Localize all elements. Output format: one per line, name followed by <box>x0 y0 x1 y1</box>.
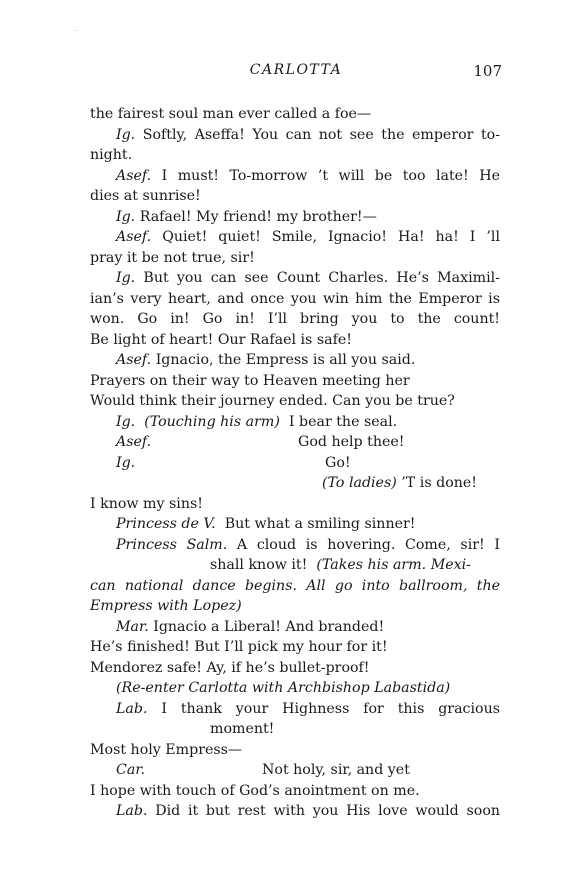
text-line: I hope with touch of God’s anointment on me. <box>90 782 420 799</box>
speaker: Lab. <box>116 803 148 819</box>
stage-direction: (Touching his arm) <box>144 413 280 430</box>
speaker: Ig. <box>116 454 136 471</box>
line-text: Go! <box>325 454 351 471</box>
text-line <box>90 473 500 494</box>
text-line <box>90 125 500 146</box>
text-line: night. <box>90 147 133 163</box>
line-text: ’T is done! <box>401 475 477 491</box>
text-line <box>90 617 500 638</box>
line-text: shall know it! <box>210 557 308 573</box>
text-line: Would think their journey ended. Can you be true? <box>90 393 455 409</box>
text-line: He’s finished! But I’ll pick my hour for it! <box>90 639 388 655</box>
stage-direction: (Takes his arm. Mexi- <box>316 557 471 573</box>
text-line <box>90 555 500 576</box>
line-text: Rafael! My friend! my brother!— <box>139 208 377 225</box>
text-line: moment! <box>210 721 275 737</box>
text-line <box>90 166 500 187</box>
line-text: Ignacio, the Empress is all you said. <box>155 352 416 368</box>
line-group <box>322 473 477 494</box>
stage-direction: (To ladies) <box>322 475 397 491</box>
text-line <box>90 678 500 699</box>
line-text: Ignacio a Liberal! And branded! <box>153 618 385 635</box>
text-line <box>90 760 500 781</box>
text-line <box>90 453 500 474</box>
speaker: Ig. <box>116 208 136 225</box>
text-line <box>90 576 500 597</box>
speaker: Asef. <box>116 229 152 245</box>
text-line <box>90 535 500 556</box>
speaker: Princess de V. <box>116 516 216 532</box>
text-line <box>90 514 500 535</box>
speaker: Ig. <box>116 270 136 286</box>
speck <box>76 30 77 31</box>
line-text: I must! To-morrow ’t will be too late! He <box>161 167 500 184</box>
line-text: Did it but rest with you His love would soon <box>155 803 501 819</box>
text-line <box>90 350 500 371</box>
speaker: Car. <box>116 762 146 778</box>
text-line: Prayers on their way to Heaven meeting her <box>90 372 410 389</box>
line-text: But you can see Count Charles. He’s Maximil- <box>143 270 500 286</box>
line-text: Not holy, sir, and yet <box>262 762 410 778</box>
text-line <box>90 432 500 453</box>
page-header <box>90 62 502 82</box>
text-line: the fairest soul man ever called a foe— <box>90 106 372 122</box>
line-text: I thank your Highness for this gracious <box>161 700 500 717</box>
text-line: dies at sunrise! <box>90 188 201 204</box>
speaker: Mar. <box>116 618 149 635</box>
line-text: But what a smiling sinner! <box>224 516 416 532</box>
speaker: Ig. <box>116 126 136 143</box>
text-line <box>90 801 500 822</box>
text-line <box>90 596 500 617</box>
text-line: ian’s very heart, and once you win him the Emperor is <box>90 290 500 307</box>
text-line: pray it be not true, sir! <box>90 249 255 266</box>
speaker: Asef. <box>116 434 152 450</box>
line-text: God help thee! <box>298 434 405 450</box>
line-text: Softly, Aseffa! You can not see the emperor to- <box>142 126 500 143</box>
speaker: Asef. <box>116 167 152 184</box>
text-line: Most holy Empress— <box>90 741 243 758</box>
speaker: Lab. <box>116 700 148 717</box>
body-text <box>90 104 500 822</box>
text-line: won. Go in! Go in! I’ll bring you to the count! <box>90 311 500 327</box>
stage-direction: Empress with Lopez) <box>90 598 242 614</box>
line-text: I bear the seal. <box>288 413 398 430</box>
text-line <box>90 227 500 248</box>
stage-direction: (Re-enter Carlotta with Archbishop Labastida) <box>116 680 451 696</box>
speaker: Asef. <box>116 352 152 368</box>
line-text: Quiet! quiet! Smile, Ignacio! Ha! ha! I ’ll <box>162 229 500 245</box>
speaker: Ig. <box>116 413 136 430</box>
stage-direction: can national dance begins. All go into ballroom, the <box>90 577 500 594</box>
text-line <box>90 412 500 433</box>
line-text: A cloud is hovering. Come, sir! I <box>236 536 500 553</box>
text-line <box>90 207 500 228</box>
text-line: Mendorez safe! Ay, if he’s bullet-proof! <box>90 659 370 676</box>
text-line: Be light of heart! Our Rafael is safe! <box>90 331 352 348</box>
text-line <box>90 699 500 720</box>
speaker: Princess Salm. <box>116 536 228 553</box>
text-line: I know my sins! <box>90 495 203 512</box>
page-number: 107 <box>473 62 502 80</box>
text-line <box>90 268 500 289</box>
running-title: CARLOTTA <box>249 62 343 78</box>
